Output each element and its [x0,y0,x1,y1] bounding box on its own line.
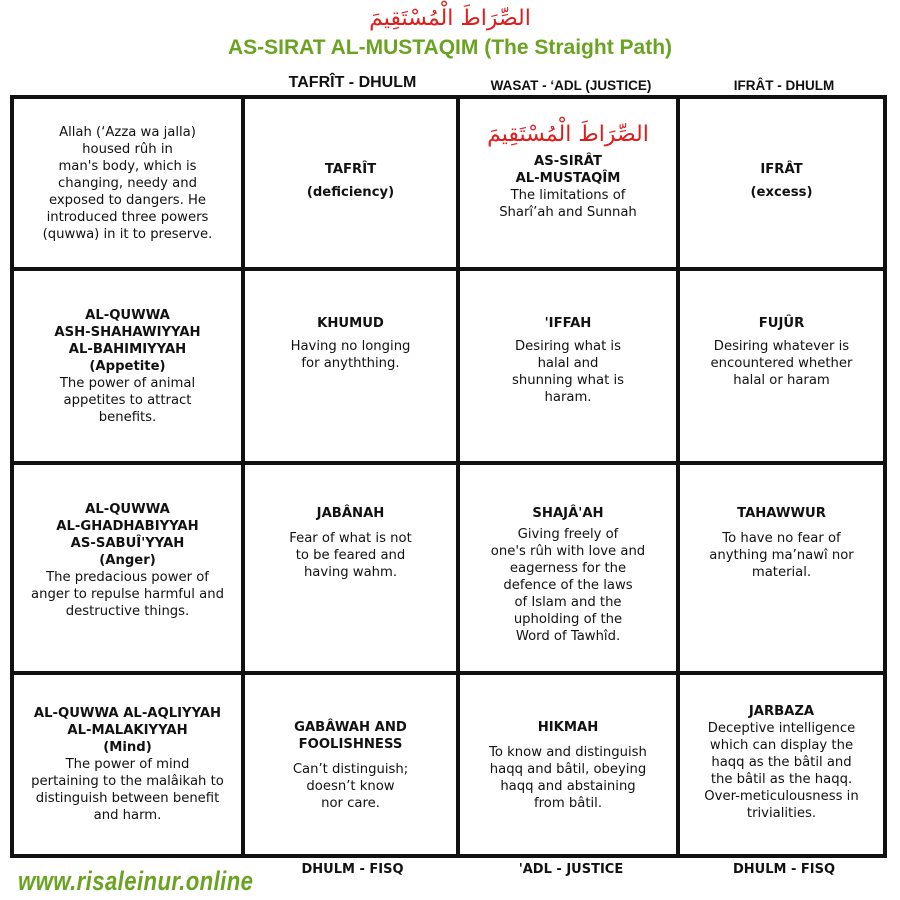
cell-text: The limitations of [510,188,626,203]
cell-text: trivialities. [746,806,817,821]
power-desc: The power of animal [59,375,196,391]
power-desc: anger to repulse harmful and [31,587,224,602]
cell-text: Fear of what is not [289,531,412,546]
power-name: AL-QUWWA AL-AQLIYYAH [33,706,222,721]
cell-title: AS-SIRÂT [534,154,602,169]
cell-text: which can display the [709,738,854,753]
cell-text: having wahm. [303,565,398,580]
cell-text: halal or haram [733,373,830,388]
fujur-cell [680,271,883,461]
power-desc: distinguish between benefit [35,791,220,806]
cell-title: HIKMAH [537,720,599,735]
iffah-cell [460,271,676,461]
wasat-cell [460,99,676,267]
website-link[interactable]: www.risaleinur.online [18,866,254,896]
power-name: AL-QUWWA [85,502,170,517]
intro-line: Allah (‘Azza wa jalla) [59,124,196,140]
power-desc: benefits. [98,409,157,425]
cell-text: material. [751,565,812,580]
jabanah-cell [245,465,456,671]
power-desc: pertaining to the malâikah to [31,774,224,789]
cell-title: KHUMUD [317,316,384,331]
cell-text: anything ma’nawî nor [709,548,854,563]
intro-line: exposed to dangers. He [48,192,207,208]
cell-text: To have no fear of [722,531,841,546]
cell-text: of Islam and the [514,595,622,610]
power-name: AS-SABUÎ'YYAH [70,536,185,551]
cell-text: Giving freely of [517,527,619,542]
power-desc: The power of mind [65,757,190,772]
cell-subtitle: (excess) [750,185,813,200]
cell-text: To know and distinguish [489,745,647,760]
intro-line: changing, needy and [58,175,197,191]
khumud-cell [245,271,456,461]
hikmah-cell [460,675,676,854]
intro-line: introduced three powers [46,209,209,225]
cell-text: Can’t distinguish; [292,762,409,777]
cell-text: from bâtil. [533,796,603,811]
arabic-title: الصِّرَاطَ الْمُسْتَقِيمَ [369,6,531,31]
intro-line: (quwwa) in it to preserve. [42,226,213,242]
mind-cell [14,675,241,854]
power-name: AL-BAHIMIYYAH [68,341,187,357]
cell-text: encountered whether [710,356,853,371]
cell-text: Word of Tawhîd. [515,629,621,644]
cell-subtitle: (deficiency) [306,185,395,200]
cell-title: 'IFFAH [544,316,592,331]
cell-title: AL-MUSTAQÎM [515,171,621,186]
cell-text: haqq and bâtil, obeying [489,762,647,777]
footer-label-right: DHULM - FISQ [732,862,836,877]
cell-text: Sharî’ah and Sunnah [499,205,637,220]
cell-text: haqq as the bâtil and [711,755,852,770]
arabic-label: الصِّرَاطَ الْمُسْتَقِيمَ [487,122,649,147]
footer-label-center: 'ADL - JUSTICE [518,862,624,877]
column-header-tafrit: TAFRÎT - DHULM [288,74,417,91]
intro-line: housed rûh in [82,141,173,157]
cell-text: to be feared and [295,548,406,563]
cell-text: doesn’t know [306,779,395,794]
tahawwur-cell [680,465,883,671]
cell-text: the bâtil as the haqq. [710,772,853,787]
power-name: AL-QUWWA [85,307,170,323]
power-name: (Mind) [103,740,152,755]
page-title: AS-SIRAT AL-MUSTAQIM (The Straight Path) [227,36,673,59]
cell-text: for anyththing. [301,356,400,371]
cell-text: Deceptive intelligence [707,721,856,736]
footer-label-left: DHULM - FISQ [301,862,404,877]
cell-title: JARBAZA [748,704,815,719]
cell-text: haram. [544,390,592,405]
cell-title: JABÂNAH [316,506,385,521]
anger-cell [14,465,241,671]
cell-title: FUJÛR [758,316,805,331]
gabawah-cell [245,675,456,854]
cell-title: GABÂWAH AND [294,720,407,735]
power-name: AL-GHADHABIYYAH [56,519,199,534]
appetite-cell [14,271,241,461]
cell-title: FOOLISHNESS [298,737,403,752]
cell-text: haqq and abstaining [500,779,636,794]
cell-text: Desiring whatever is [713,339,850,354]
cell-text: shunning what is [511,373,624,388]
power-desc: destructive things. [65,604,190,619]
cell-title: IFRÂT [760,162,803,177]
cell-title: TAHAWWUR [737,506,826,521]
column-header-ifrat: IFRÂT - DHULM [733,78,835,93]
cell-text: halal and [537,356,599,371]
jarbaza-cell [680,675,883,854]
power-name: ASH-SHAHAWIYYAH [54,324,201,340]
power-desc: The predacious power of [46,570,209,585]
cell-text: eagerness for the [509,561,627,576]
tafrit-cell [245,99,456,267]
power-name: AL-MALAKIYYAH [67,723,188,738]
shajaah-cell [460,465,676,671]
cell-text: defence of the laws [503,578,633,593]
cell-text: Over-meticulousness in [704,789,859,804]
power-name: (Appetite) [89,358,166,374]
power-desc: and harm. [93,808,162,823]
ifrat-cell [680,99,883,267]
intro-cell [14,99,241,267]
cell-text: Having no longing [290,339,411,354]
power-name: (Anger) [99,553,156,568]
cell-title: TAFRÎT [324,162,377,177]
cell-text: Desiring what is [515,339,621,354]
cell-title: SHAJÂ'AH [532,506,604,521]
intro-line: man's body, which is [58,158,197,174]
column-header-wasat: WASAT - ‘ADL (JUSTICE) [490,78,652,93]
cell-text: one's rûh with love and [490,544,646,559]
power-desc: appetites to attract [63,392,192,408]
cell-text: nor care. [321,796,380,811]
cell-text: upholding of the [513,612,623,627]
